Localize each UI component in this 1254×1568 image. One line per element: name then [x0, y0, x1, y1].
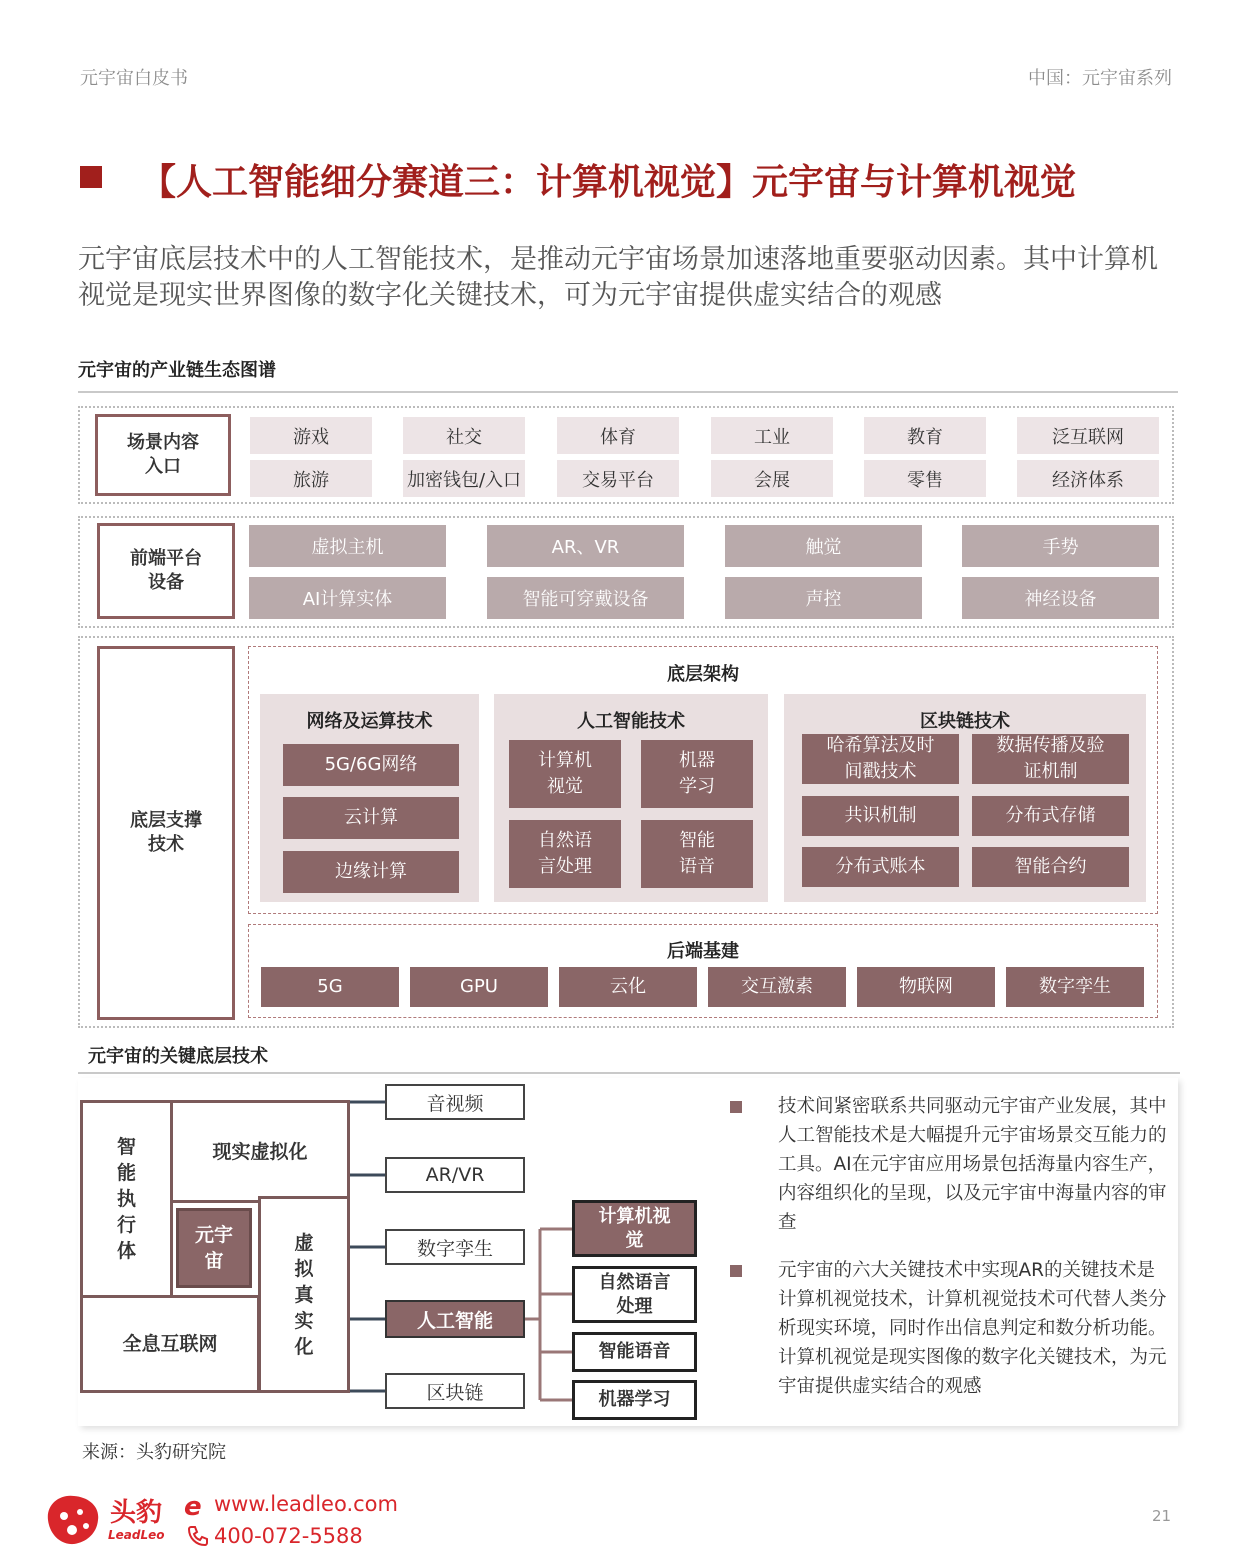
section-title-ecosystem: 元宇宙的产业链生态图谱: [78, 360, 276, 381]
bullet-icon: [730, 1101, 742, 1113]
page-subtitle: 元宇宙底层技术中的人工智能技术，是推动元宇宙场景加速落地重要驱动因素。其中计算机视觉是现实世界图像的数字化关键技术，可为元宇宙提供虚实结合的观感: [78, 244, 1158, 311]
phone-number: 400-072-5588: [214, 1524, 363, 1548]
backend-item: 交互激素: [708, 967, 846, 1007]
core-box: 元宇宙: [176, 1208, 252, 1288]
infra-title: 底层架构: [667, 664, 739, 685]
frontend-item: AR、VR: [487, 525, 684, 567]
tech-item-ai: 人工智能: [385, 1300, 525, 1338]
network-item: 云计算: [283, 797, 459, 839]
frontend-item: AI计算实体: [249, 577, 446, 619]
leopard-logo-icon: [42, 1490, 104, 1548]
bullet-icon: [730, 1265, 742, 1277]
ai-item: 计算机视觉: [509, 740, 621, 808]
backend-title: 后端基建: [667, 941, 739, 962]
network-title: 网络及运算技术: [306, 711, 433, 732]
backend-item: 5G: [261, 967, 399, 1007]
scenario-item: 旅游: [250, 460, 372, 497]
scenario-item: 泛互联网: [1017, 417, 1159, 454]
scenario-item: 教育: [864, 417, 986, 454]
frontend-item: 手势: [962, 525, 1159, 567]
row-scenario-label: 场景内容入口: [95, 414, 231, 496]
ai-sub-item: 计算机视觉: [572, 1200, 697, 1257]
backend-item: 数字孪生: [1006, 967, 1144, 1007]
phone-icon: [186, 1524, 210, 1548]
section-title-key-tech: 元宇宙的关键底层技术: [88, 1046, 268, 1067]
scenario-item: 经济体系: [1017, 460, 1159, 497]
source-note: 来源：头豹研究院: [82, 1442, 226, 1463]
holo-box: 全息互联网: [80, 1295, 260, 1393]
blockchain-item: 智能合约: [972, 847, 1129, 887]
bullet-text: 技术间紧密联系共同驱动元宇宙产业发展，其中人工智能技术是大幅提升元宇宙场景交互能力的工具。AI在元宇宙应用场景包括海量内容生产，内容组织化的呈现，以及元宇宙中海量内容的审查: [778, 1096, 1167, 1233]
frontend-item: 触觉: [725, 525, 922, 567]
ai-sub-item: 智能语音: [572, 1332, 697, 1372]
ai-title: 人工智能技术: [577, 711, 685, 732]
virtual-box: 虚拟真实化: [258, 1196, 350, 1393]
frontend-item: 声控: [725, 577, 922, 619]
scenario-item: 游戏: [250, 417, 372, 454]
web-icon: e: [184, 1492, 202, 1522]
ai-sub-item: 机器学习: [572, 1380, 697, 1420]
scenario-item: 体育: [557, 417, 679, 454]
ai-item: 智能语音: [641, 820, 753, 888]
frontend-item: 智能可穿戴设备: [487, 577, 684, 619]
tech-item: 区块链: [385, 1373, 525, 1409]
backend-item: 物联网: [857, 967, 995, 1007]
website-link[interactable]: www.leadleo.com: [214, 1492, 398, 1516]
blockchain-item: 共识机制: [802, 796, 959, 836]
scenario-item: 零售: [864, 460, 986, 497]
network-item: 5G/6G网络: [283, 744, 459, 786]
blockchain-item: 哈希算法及时间戳技术: [802, 734, 959, 784]
header-left: 元宇宙白皮书: [80, 68, 188, 89]
scenario-item: 加密钱包/入口: [403, 460, 525, 497]
tech-item: 音视频: [385, 1084, 525, 1120]
backend-item: GPU: [410, 967, 548, 1007]
backend-item: 云化: [559, 967, 697, 1007]
agent-box: 智能执行体: [80, 1100, 173, 1298]
frontend-item: 神经设备: [962, 577, 1159, 619]
frontend-item: 虚拟主机: [249, 525, 446, 567]
brand-name: 头豹: [110, 1498, 163, 1528]
page-title: 【人工智能细分赛道三：计算机视觉】元宇宙与计算机视觉: [140, 162, 1077, 203]
row-infra-label: 底层支撑技术: [97, 646, 235, 1020]
network-item: 边缘计算: [283, 851, 459, 893]
tech-item: AR/VR: [385, 1157, 525, 1193]
scenario-item: 工业: [711, 417, 833, 454]
ai-item: 机器学习: [641, 740, 753, 808]
blockchain-title: 区块链技术: [920, 711, 1010, 732]
header-right: 中国：元宇宙系列: [1028, 68, 1172, 89]
blockchain-item: 数据传播及验证机制: [972, 734, 1129, 784]
reality-box: 现实虚拟化: [170, 1100, 350, 1203]
scenario-item: 会展: [711, 460, 833, 497]
scenario-item: 交易平台: [557, 460, 679, 497]
blockchain-item: 分布式存储: [972, 796, 1129, 836]
ai-sub-item: 自然语言处理: [572, 1266, 697, 1323]
brand-name-en: LeadLeo: [108, 1528, 165, 1542]
bullet-text: 元宇宙的六大关键技术中实现AR的关键技术是计算机视觉技术，计算机视觉技术可代替人类分析现实环境，同时作出信息判定和数分析功能。计算机视觉是现实图像的数字化关键技术，为元宇宙提供虚实结合的观感: [778, 1260, 1167, 1397]
ai-item: 自然语言处理: [509, 820, 621, 888]
blockchain-item: 分布式账本: [802, 847, 959, 887]
scenario-item: 社交: [403, 417, 525, 454]
tech-item: 数字孪生: [385, 1229, 525, 1265]
row-frontend-label: 前端平台设备: [97, 523, 235, 619]
page-number: 21: [1152, 1507, 1172, 1525]
